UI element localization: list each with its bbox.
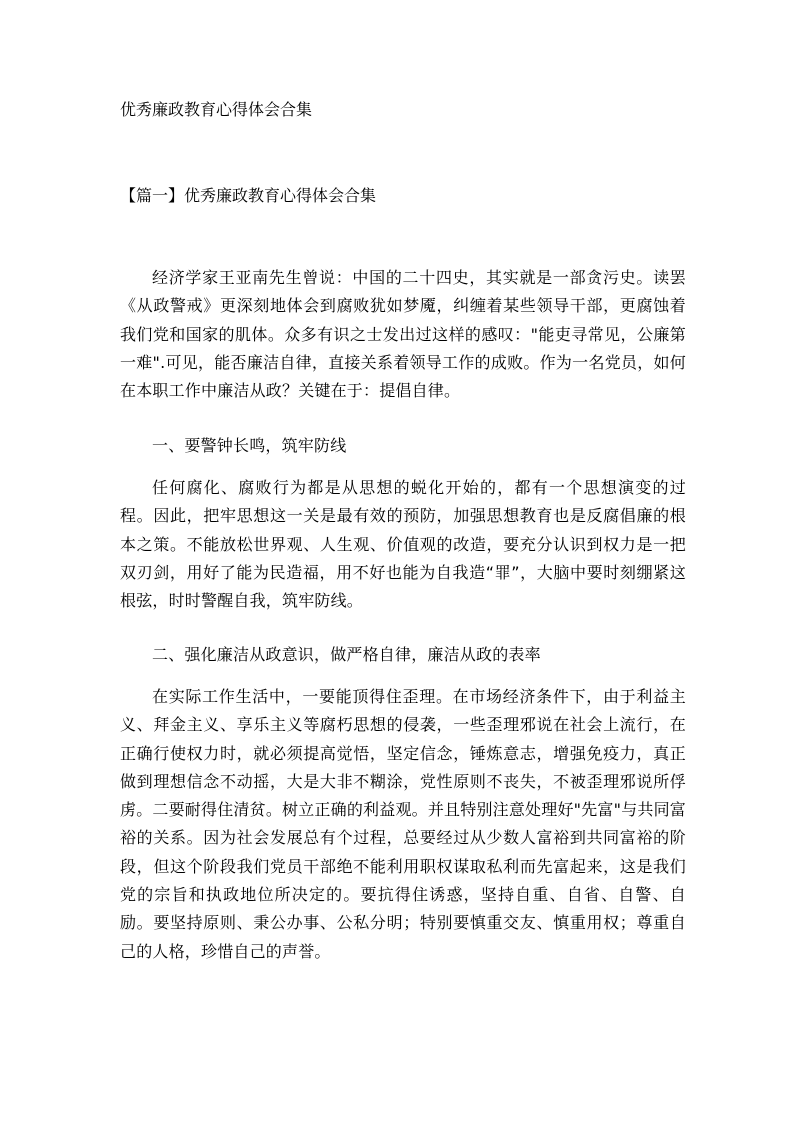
heading-one: 一、要警钟长鸣，筑牢防线 — [152, 436, 347, 455]
document-title: 优秀廉政教育心得体会合集 — [120, 100, 313, 119]
intro-paragraph: 经济学家王亚南先生曾说：中国的二十四史，其实就是一部贪污史。读罢《从政警戒》更深刻地体会到腐败犹如梦魇，纠缠着某些领导干部，更腐蚀着我们党和国家的肌体。众多有识之士发出过这样的感叹："能吏寻常见，公廉第一难".可见，能否廉洁自律，直接关系着领导工作的成败。作为一名党员，如何在本职工作中廉洁从政？关键在于：提倡自律。 — [120, 268, 686, 401]
section-title: 【篇一】优秀廉政教育心得体会合集 — [120, 186, 377, 205]
heading-two: 二、强化廉洁从政意识，做严格自律，廉洁从政的表率 — [152, 645, 541, 664]
paragraph-two: 在实际工作生活中，一要能顶得住歪理。在市场经济条件下，由于利益主义、拜金主义、享乐主义等腐朽思想的侵袭，一些歪理邪说在社会上流行，在正确行使权力时，就必须提高觉悟，坚定信念，锤炼意志，增强免疫力，真正做到理想信念不动摇，大是大非不糊涂，党性原则不丧失，不被歪理邪说所俘虏。二要耐得住清贫。树立正确的利益观。并且特别注意处理好"先富"与共同富裕的关系。因为社会发展总有个过程，总要经过从少数人富裕到共同富裕的阶段，但这个阶段我们党员干部绝不能利用职权谋取私利而先富起来，这是我们党的宗旨和执政地位所决定的。要抗得住诱惑，坚持自重、自省、自警、自励。要坚持原则、秉公办事、公私分明；特别要慎重交友、慎重用权；尊重自己的人格，珍惜自己的声誉。 — [120, 687, 686, 961]
paragraph-one: 任何腐化、腐败行为都是从思想的蜕化开始的，都有一个思想演变的过程。因此，把牢思想这一关是最有效的预防，加强思想教育也是反腐倡廉的根本之策。不能放松世界观、人生观、价值观的改造，要充分认识到权力是一把双刃剑，用好了能为民造福，用不好也能为自我造“罪”，大脑中要时刻绷紧这根弦，时时警醒自我，筑牢防线。 — [120, 478, 686, 611]
